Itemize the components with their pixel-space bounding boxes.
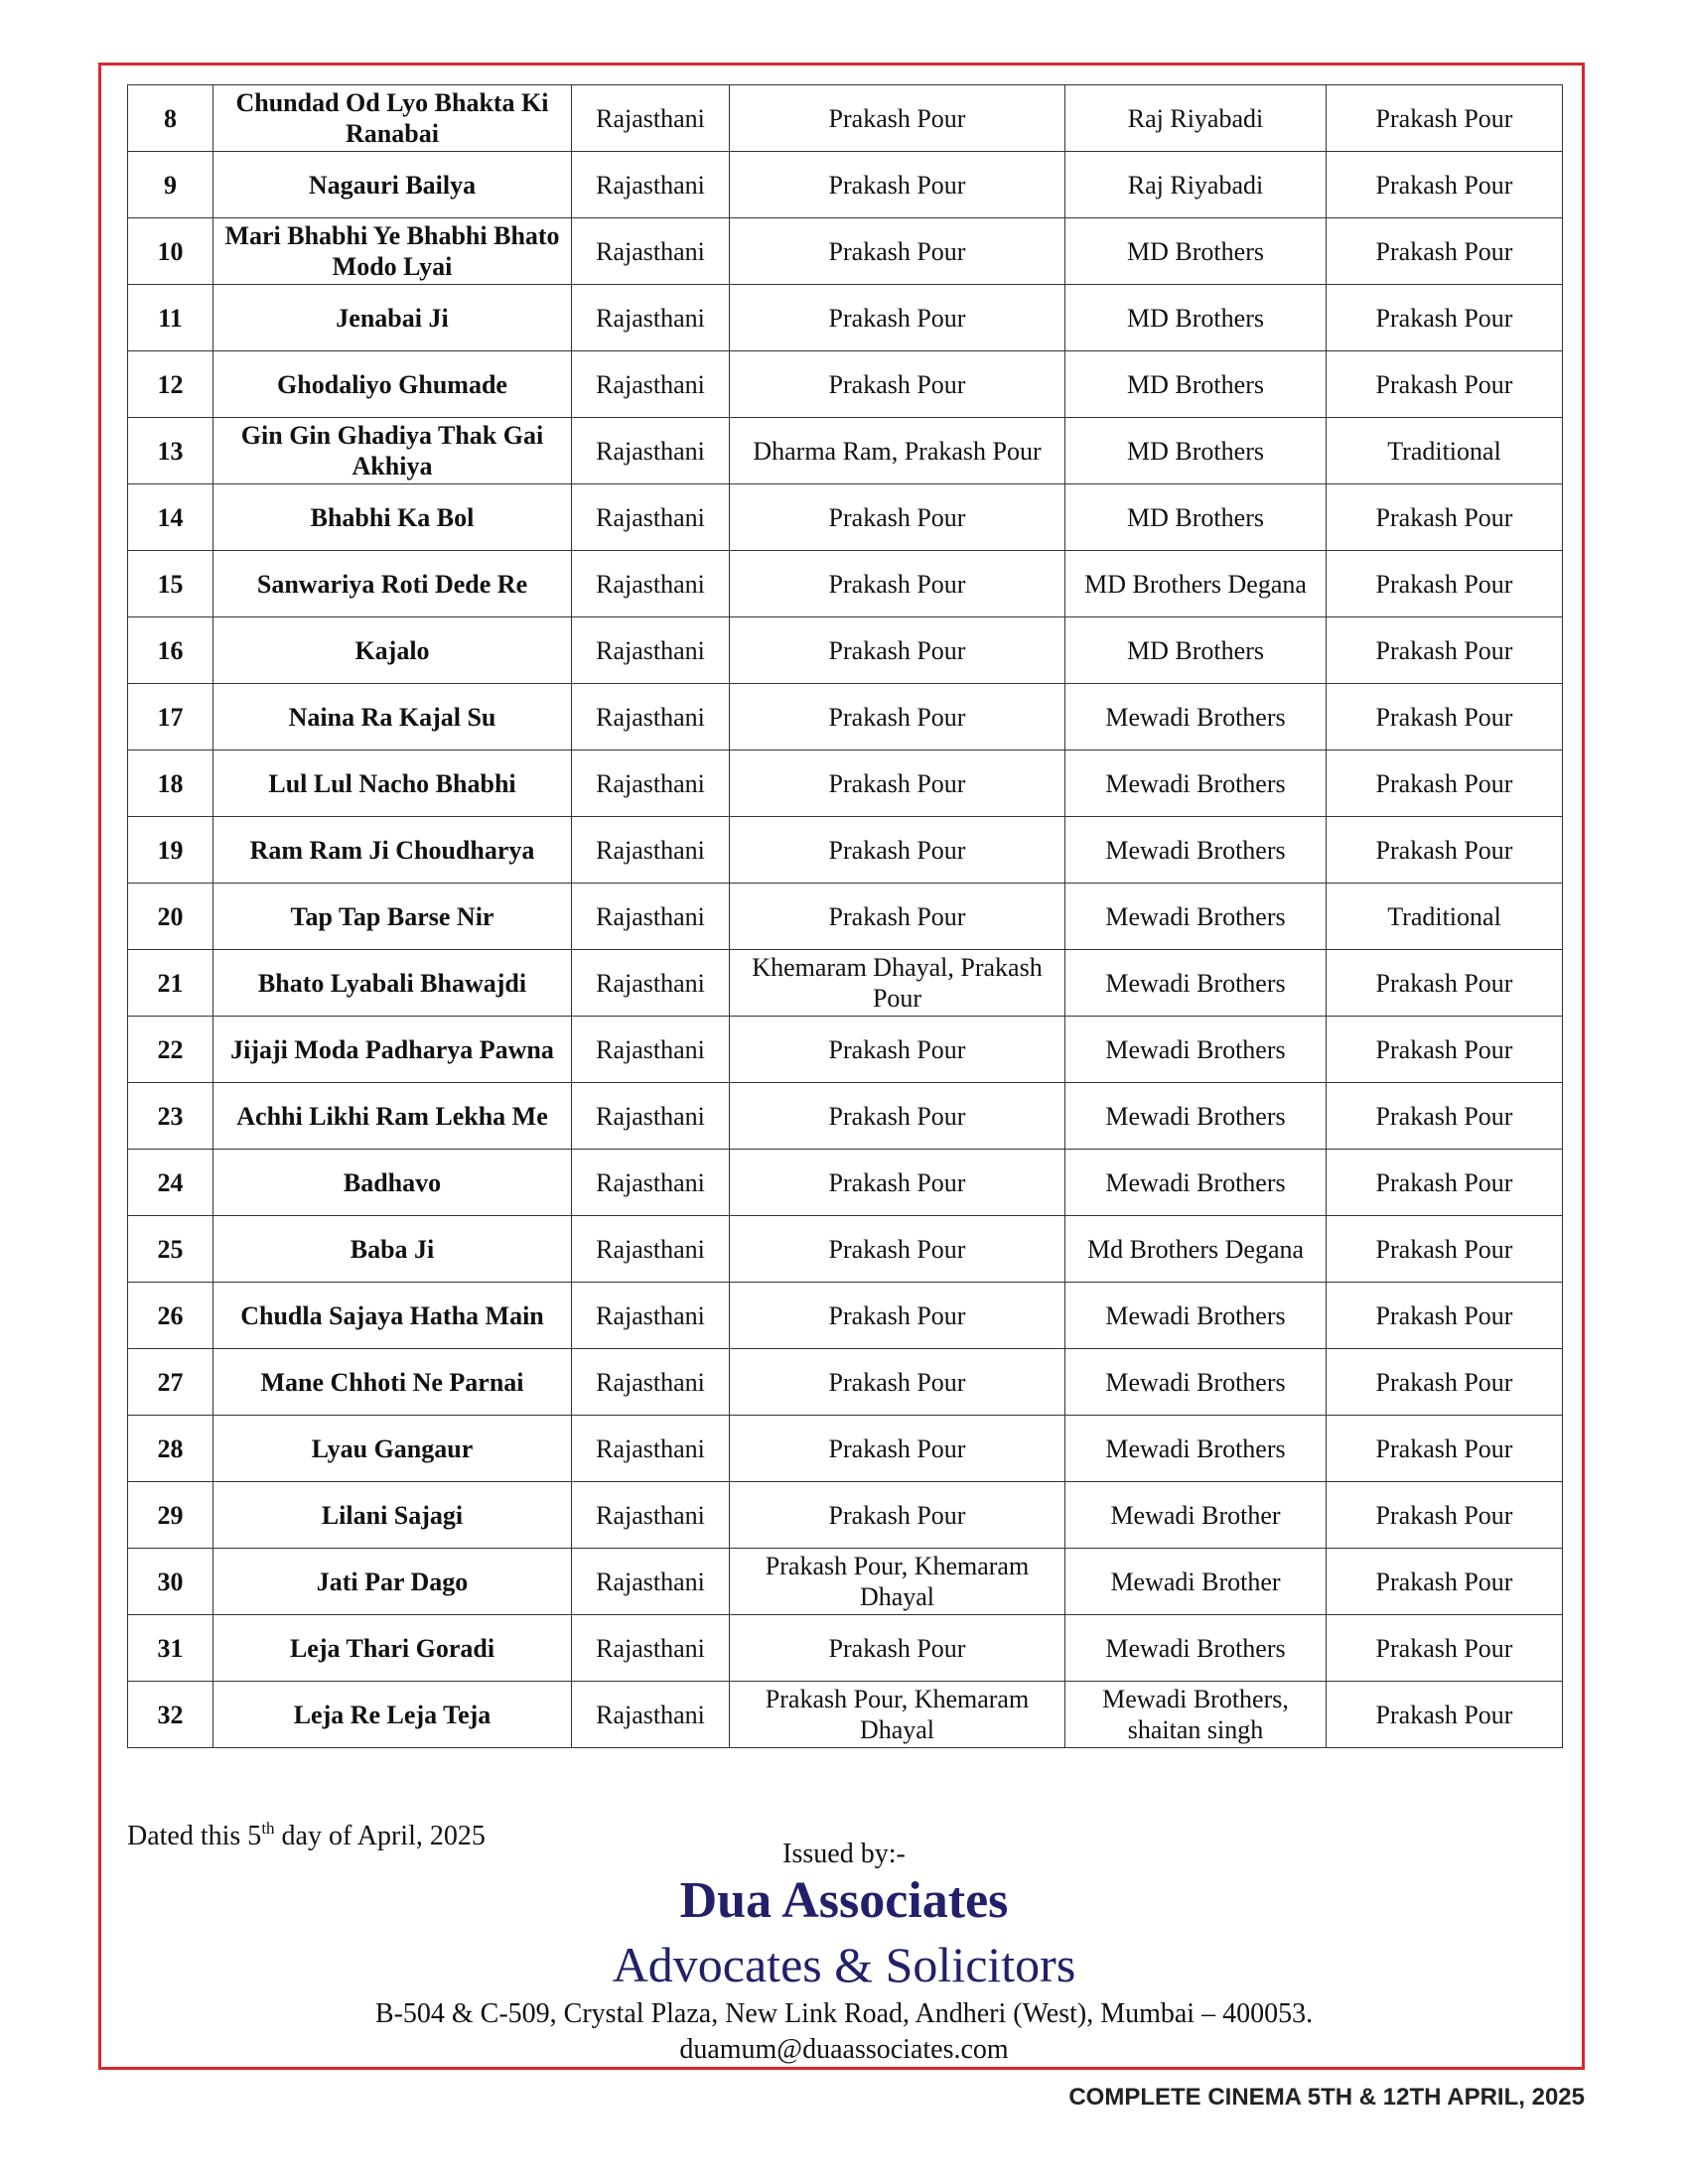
table-row (128, 684, 1563, 751)
row-number: 17 (128, 684, 213, 751)
table-row (128, 1615, 1563, 1682)
col5-cell: Prakash Pour (1327, 751, 1563, 817)
language-cell: Rajasthani (572, 684, 730, 751)
col5-cell: Prakash Pour (1327, 484, 1563, 551)
table-row (128, 218, 1563, 285)
col3-cell: Prakash Pour (730, 1150, 1065, 1216)
col4-cell: MD Brothers (1065, 351, 1327, 418)
col5-cell: Prakash Pour (1327, 351, 1563, 418)
col4-cell: Mewadi Brothers (1065, 751, 1327, 817)
col3-cell: Prakash Pour (730, 152, 1065, 218)
row-number: 32 (128, 1682, 213, 1748)
row-number: 24 (128, 1150, 213, 1216)
col5-cell: Prakash Pour (1327, 1416, 1563, 1482)
col4-cell: Mewadi Brothers (1065, 1416, 1327, 1482)
song-title: Baba Ji (213, 1216, 572, 1283)
col5-cell: Prakash Pour (1327, 152, 1563, 218)
language-cell: Rajasthani (572, 551, 730, 617)
language-cell: Rajasthani (572, 418, 730, 484)
table-row (128, 1150, 1563, 1216)
table-row (128, 152, 1563, 218)
col3-cell: Prakash Pour (730, 85, 1065, 152)
song-title: Chundad Od Lyo Bhakta Ki Ranabai (213, 85, 572, 152)
col3-cell: Prakash Pour, Khemaram Dhayal (730, 1682, 1065, 1748)
col4-cell: MD Brothers (1065, 285, 1327, 351)
col4-cell: MD Brothers (1065, 617, 1327, 684)
language-cell: Rajasthani (572, 152, 730, 218)
language-cell: Rajasthani (572, 484, 730, 551)
col5-cell: Traditional (1327, 418, 1563, 484)
col3-cell: Prakash Pour (730, 617, 1065, 684)
col3-cell: Prakash Pour (730, 285, 1065, 351)
song-title: Badhavo (213, 1150, 572, 1216)
col4-cell: Raj Riyabadi (1065, 85, 1327, 152)
song-title: Mari Bhabhi Ye Bhabhi Bhato Modo Lyai (213, 218, 572, 285)
language-cell: Rajasthani (572, 1349, 730, 1416)
col3-cell: Prakash Pour (730, 1017, 1065, 1083)
col4-cell: Mewadi Brothers (1065, 1283, 1327, 1349)
col5-cell: Prakash Pour (1327, 684, 1563, 751)
table-row (128, 617, 1563, 684)
col4-cell: Mewadi Brothers, shaitan singh (1065, 1682, 1327, 1748)
col5-cell: Prakash Pour (1327, 817, 1563, 884)
col3-cell: Prakash Pour, Khemaram Dhayal (730, 1549, 1065, 1615)
row-number: 30 (128, 1549, 213, 1615)
col4-cell: Mewadi Brother (1065, 1549, 1327, 1615)
song-title: Mane Chhoti Ne Parnai (213, 1349, 572, 1416)
songs-table (127, 84, 1563, 1748)
song-title: Leja Re Leja Teja (213, 1682, 572, 1748)
col3-cell: Prakash Pour (730, 1216, 1065, 1283)
row-number: 16 (128, 617, 213, 684)
col3-cell: Prakash Pour (730, 817, 1065, 884)
language-cell: Rajasthani (572, 1615, 730, 1682)
table-row (128, 551, 1563, 617)
table-row (128, 950, 1563, 1017)
firm-subtitle: Advocates & Solicitors (612, 1937, 1076, 1992)
language-cell: Rajasthani (572, 884, 730, 950)
col5-cell: Prakash Pour (1327, 1482, 1563, 1549)
table-row (128, 85, 1563, 152)
col3-cell: Prakash Pour (730, 1283, 1065, 1349)
row-number: 15 (128, 551, 213, 617)
song-title: Lilani Sajagi (213, 1482, 572, 1549)
song-title: Lul Lul Nacho Bhabhi (213, 751, 572, 817)
song-title: Lyau Gangaur (213, 1416, 572, 1482)
language-cell: Rajasthani (572, 1083, 730, 1150)
col3-cell: Prakash Pour (730, 551, 1065, 617)
song-title: Bhato Lyabali Bhawajdi (213, 950, 572, 1017)
language-cell: Rajasthani (572, 950, 730, 1017)
row-number: 21 (128, 950, 213, 1017)
firm-email: duamum@duaassociates.com (679, 2034, 1009, 2065)
row-number: 8 (128, 85, 213, 152)
firm-name: Dua Associates (679, 1872, 1009, 1929)
publication-footer: COMPLETE CINEMA 5TH & 12TH APRIL, 2025 (1068, 2084, 1585, 2111)
col5-cell: Traditional (1327, 884, 1563, 950)
col5-cell: Prakash Pour (1327, 1349, 1563, 1416)
issued-by: Issued by:- (782, 1839, 906, 1869)
table-row (128, 484, 1563, 551)
language-cell: Rajasthani (572, 1549, 730, 1615)
row-number: 31 (128, 1615, 213, 1682)
row-number: 25 (128, 1216, 213, 1283)
col3-cell: Prakash Pour (730, 1349, 1065, 1416)
language-cell: Rajasthani (572, 1017, 730, 1083)
col4-cell: Mewadi Brothers (1065, 817, 1327, 884)
row-number: 12 (128, 351, 213, 418)
song-title: Naina Ra Kajal Su (213, 684, 572, 751)
col4-cell: Mewadi Brothers (1065, 1083, 1327, 1150)
language-cell: Rajasthani (572, 817, 730, 884)
language-cell: Rajasthani (572, 751, 730, 817)
col4-cell: Mewadi Brothers (1065, 1349, 1327, 1416)
table-row (128, 1682, 1563, 1748)
table-row (128, 884, 1563, 950)
row-number: 22 (128, 1017, 213, 1083)
row-number: 9 (128, 152, 213, 218)
song-title: Ghodaliyo Ghumade (213, 351, 572, 418)
table-row (128, 1083, 1563, 1150)
col5-cell: Prakash Pour (1327, 950, 1563, 1017)
col3-cell: Prakash Pour (730, 1083, 1065, 1150)
col4-cell: MD Brothers (1065, 418, 1327, 484)
song-title: Leja Thari Goradi (213, 1615, 572, 1682)
col4-cell: Mewadi Brothers (1065, 950, 1327, 1017)
song-title: Kajalo (213, 617, 572, 684)
song-title: Jati Par Dago (213, 1549, 572, 1615)
row-number: 23 (128, 1083, 213, 1150)
song-title: Jijaji Moda Padharya Pawna (213, 1017, 572, 1083)
col3-cell: Prakash Pour (730, 218, 1065, 285)
song-title: Nagauri Bailya (213, 152, 572, 218)
song-title: Sanwariya Roti Dede Re (213, 551, 572, 617)
table-body (128, 85, 1563, 1748)
col5-cell: Prakash Pour (1327, 1150, 1563, 1216)
song-title: Tap Tap Barse Nir (213, 884, 572, 950)
row-number: 13 (128, 418, 213, 484)
col4-cell: Mewadi Brothers (1065, 1017, 1327, 1083)
col4-cell: Mewadi Brothers (1065, 1615, 1327, 1682)
col3-cell: Prakash Pour (730, 684, 1065, 751)
col4-cell: Raj Riyabadi (1065, 152, 1327, 218)
col4-cell: MD Brothers (1065, 218, 1327, 285)
row-number: 20 (128, 884, 213, 950)
table-row (128, 1416, 1563, 1482)
table-row (128, 418, 1563, 484)
song-title: Ram Ram Ji Choudharya (213, 817, 572, 884)
table-row (128, 351, 1563, 418)
language-cell: Rajasthani (572, 351, 730, 418)
col5-cell: Prakash Pour (1327, 1615, 1563, 1682)
col5-cell: Prakash Pour (1327, 218, 1563, 285)
language-cell: Rajasthani (572, 285, 730, 351)
table-row (128, 1349, 1563, 1416)
col4-cell: Mewadi Brothers (1065, 684, 1327, 751)
col3-cell: Prakash Pour (730, 351, 1065, 418)
col5-cell: Prakash Pour (1327, 1216, 1563, 1283)
col5-cell: Prakash Pour (1327, 617, 1563, 684)
row-number: 28 (128, 1416, 213, 1482)
col4-cell: Mewadi Brothers (1065, 884, 1327, 950)
col5-cell: Prakash Pour (1327, 1682, 1563, 1748)
language-cell: Rajasthani (572, 1682, 730, 1748)
language-cell: Rajasthani (572, 85, 730, 152)
row-number: 10 (128, 218, 213, 285)
table-row (128, 1283, 1563, 1349)
table-row (128, 1216, 1563, 1283)
table-row (128, 751, 1563, 817)
row-number: 14 (128, 484, 213, 551)
table-row (128, 1482, 1563, 1549)
col5-cell: Prakash Pour (1327, 1283, 1563, 1349)
row-number: 26 (128, 1283, 213, 1349)
col5-cell: Prakash Pour (1327, 85, 1563, 152)
song-title: Chudla Sajaya Hatha Main (213, 1283, 572, 1349)
col3-cell: Prakash Pour (730, 1416, 1065, 1482)
col4-cell: MD Brothers (1065, 484, 1327, 551)
col5-cell: Prakash Pour (1327, 1083, 1563, 1150)
col5-cell: Prakash Pour (1327, 285, 1563, 351)
col4-cell: Mewadi Brother (1065, 1482, 1327, 1549)
row-number: 29 (128, 1482, 213, 1549)
col5-cell: Prakash Pour (1327, 1017, 1563, 1083)
table-row (128, 1549, 1563, 1615)
language-cell: Rajasthani (572, 1416, 730, 1482)
col3-cell: Prakash Pour (730, 1615, 1065, 1682)
song-title: Achhi Likhi Ram Lekha Me (213, 1083, 572, 1150)
col5-cell: Prakash Pour (1327, 1549, 1563, 1615)
col3-cell: Prakash Pour (730, 884, 1065, 950)
language-cell: Rajasthani (572, 218, 730, 285)
table-row (128, 285, 1563, 351)
col3-cell: Prakash Pour (730, 751, 1065, 817)
col3-cell: Prakash Pour (730, 1482, 1065, 1549)
dated-sup: th (261, 1819, 275, 1838)
table-row (128, 1017, 1563, 1083)
table-row (128, 817, 1563, 884)
row-number: 11 (128, 285, 213, 351)
language-cell: Rajasthani (572, 1216, 730, 1283)
col4-cell: Md Brothers Degana (1065, 1216, 1327, 1283)
row-number: 19 (128, 817, 213, 884)
dated-suffix: day of April, 2025 (274, 1821, 486, 1851)
row-number: 18 (128, 751, 213, 817)
language-cell: Rajasthani (572, 1150, 730, 1216)
song-title: Bhabhi Ka Bol (213, 484, 572, 551)
col3-cell: Dharma Ram, Prakash Pour (730, 418, 1065, 484)
col4-cell: Mewadi Brothers (1065, 1150, 1327, 1216)
firm-address: B-504 & C-509, Crystal Plaza, New Link Road, Andheri (West), Mumbai – 400053. (374, 1998, 1314, 2029)
song-title: Gin Gin Ghadiya Thak Gai Akhiya (213, 418, 572, 484)
col3-cell: Khemaram Dhayal, Prakash Pour (730, 950, 1065, 1017)
col3-cell: Prakash Pour (730, 484, 1065, 551)
language-cell: Rajasthani (572, 1283, 730, 1349)
song-title: Jenabai Ji (213, 285, 572, 351)
row-number: 27 (128, 1349, 213, 1416)
col5-cell: Prakash Pour (1327, 551, 1563, 617)
language-cell: Rajasthani (572, 617, 730, 684)
language-cell: Rajasthani (572, 1482, 730, 1549)
dated-prefix: Dated this 5 (127, 1821, 262, 1851)
col4-cell: MD Brothers Degana (1065, 551, 1327, 617)
